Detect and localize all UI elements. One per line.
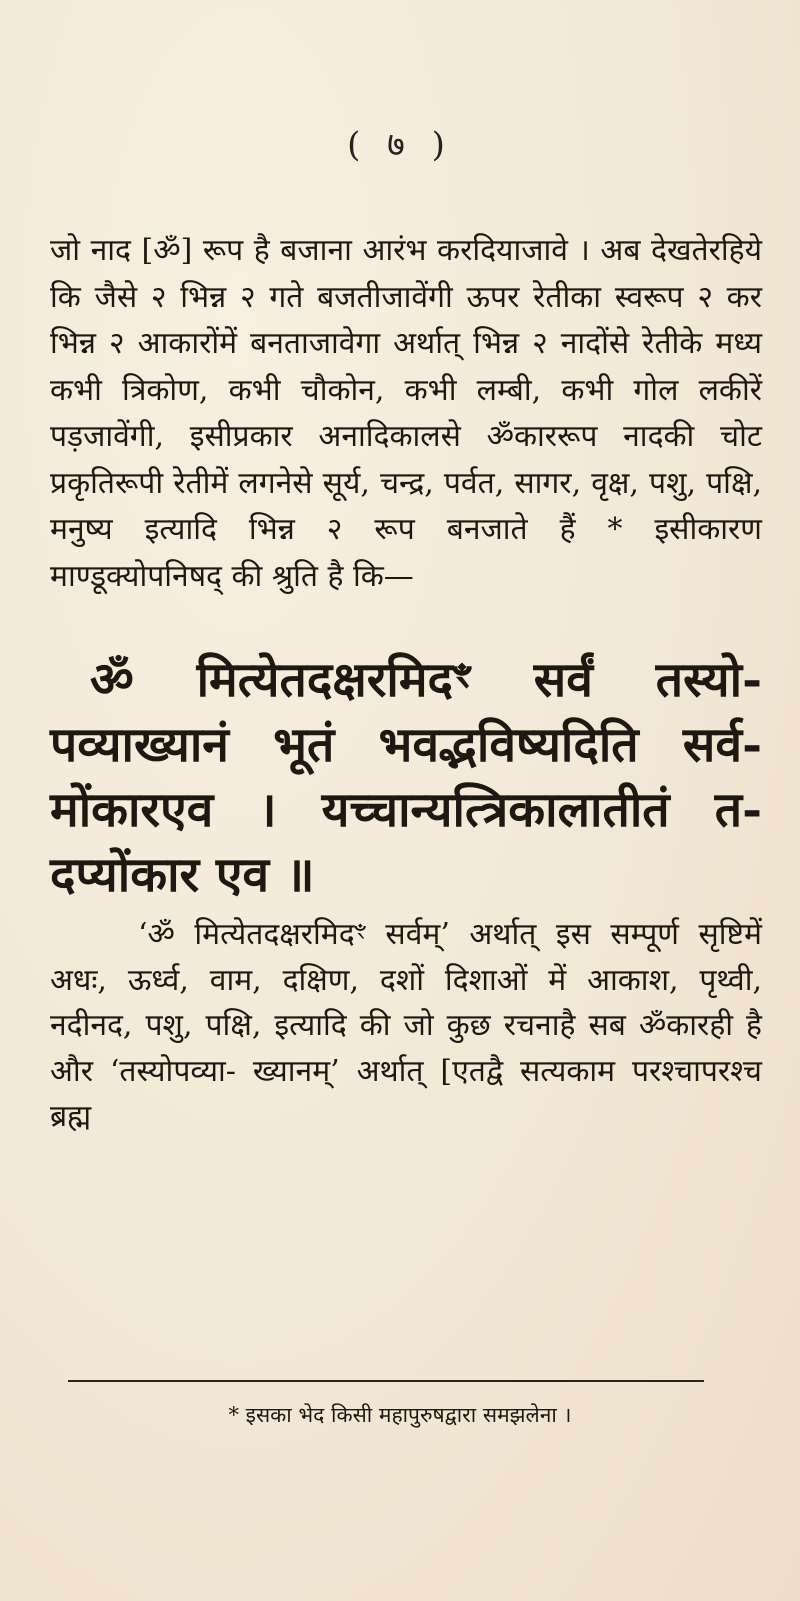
commentary-paragraph: ‘ॐ मित्येतदक्षरमिदꣳ सर्वम्’ अर्थात् इस सम्पूर्ण सृष्टिमें अधः, ऊर्ध्व, वाम, दक्षिण, दशों दिशाओं में आकाश, पृथ्वी, नदीनद, पशु, पक्षि, इत्यादि की जो कुछ रचनाहै सब ॐकारही है और ‘तस्योपव्या- ख्यानम्’ अर्थात् [एतद्वै सत्यकाम परश्चापरश्च ब्रह्म: [50, 917, 762, 1134]
footnote-divider: [68, 1380, 704, 1382]
mandukya-verse: ॐ मित्येतदक्षरमिदꣳ सर्वं तस्यो- पव्याख्यानं भूतं भवद्भविष्यदिति सर्व- मोंकारएव । यच्चान्यत्त्रिकालातीतं त- दप्योंकार एव ॥: [50, 652, 762, 903]
body-paragraph: जो नाद [ॐ] रूप है बजाना आरंभ करदियाजावे । अब देखतेरहिये कि जैसे २ भिन्न २ गते बजतीजावेंगी ऊपर रेतीका स्वरूप २ कर भिन्न २ आकारोंमें बनताजावेगा अर्थात् भिन्न २ नादोंसे रेतीके मध्य कभी त्रिकोण, कभी चौकोन, कभी लम्बी, कभी गोल लकीरें पड़जावेंगी, इसीप्रकार अनादिकालसे ॐकाररूप नादकी चोट प्रकृतिरूपी रेतीमें लगनेसे सूर्य, चन्द्र, पर्वत, सागर, वृक्ष, पशु, पक्षि, मनुष्य इत्यादि भिन्न २ रूप बनजाते हैं * इसीकारण माण्डूक्योपनिषद् की श्रुति है कि—: [50, 233, 762, 594]
footnote: * इसका भेद किसी महापुरुषद्वारा समझलेना ।: [228, 1403, 572, 1427]
page-number: ( ७ ): [347, 125, 453, 165]
